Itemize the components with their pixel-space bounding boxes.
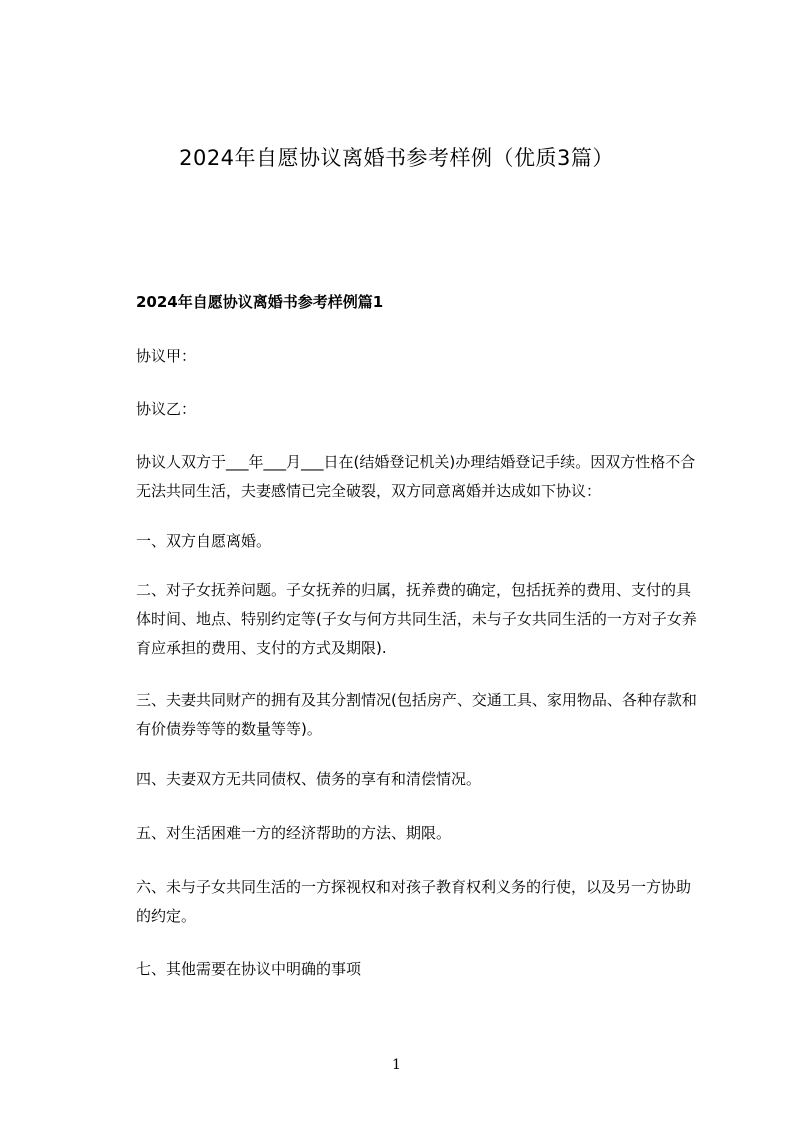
clause-3: 三、夫妻共同财产的拥有及其分割情况(包括房产、交通工具、家用物品、各种存款和有价债券等等的数量等等)。 (136, 691, 697, 738)
party-a-label: 协议甲： (136, 347, 197, 365)
clause-2: 二、对子女抚养问题。子女抚养的归属，抚养费的确定，包括抚养的费用、支付的具体时间、地点、特别约定等(子女与何方共同生活，未与子女共同生活的一方对子女养育应承担的费用、支付的方式及期限). (136, 581, 697, 657)
document-title: 2024年自愿协议离婚书参考样例（优质3篇） (179, 146, 614, 170)
party-b-label: 协议乙： (136, 400, 197, 418)
clause-6: 六、未与子女共同生活的一方探视权和对孩子教育权利义务的行使，以及另一方协助的约定。 (136, 878, 692, 925)
clause-7: 七、其他需要在协议中明确的事项 (136, 960, 362, 978)
clause-5: 五、对生活困难一方的经济帮助的方法、期限。 (136, 824, 452, 842)
clause-1: 一、双方自愿离婚。 (136, 532, 272, 550)
clause-4: 四、夫妻双方无共同债权、债务的享有和清偿情况。 (136, 770, 482, 788)
intro-paragraph: 协议人双方于___年___月___日在(结婚登记机关)办理结婚登记手续。因双方性格不合无法共同生活，夫妻感情已完全破裂，双方同意离婚并达成如下协议： (136, 453, 696, 500)
section-heading: 2024年自愿协议离婚书参考样例篇1 (136, 293, 384, 311)
page-number: 1 (392, 1057, 401, 1073)
